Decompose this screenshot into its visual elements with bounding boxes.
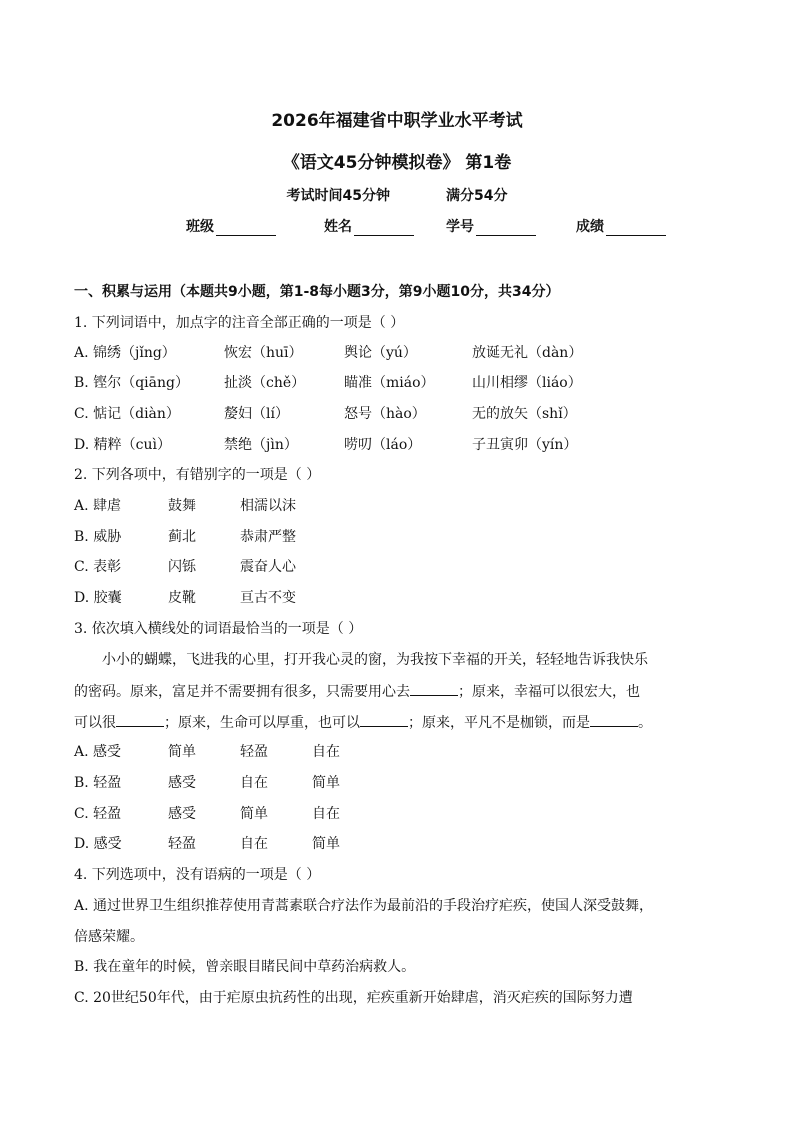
- name-blank[interactable]: [354, 219, 414, 236]
- q1-option-c[interactable]: C. 惦记（diàn） 嫠妇（lí） 怒号（hào） 无的放矢（shǐ）: [74, 406, 577, 422]
- exam-meta: [0, 185, 794, 205]
- q3-passage-line-1: 小小的蝴蝶，飞进我的心里，打开我心灵的窗，为我按下幸福的开关，轻轻地告诉我快乐: [102, 652, 648, 668]
- q3-option-b[interactable]: B. 轻盈 感受 自在 简单: [74, 775, 340, 791]
- student-id-blank[interactable]: [476, 219, 536, 236]
- q4-option-a-continued: 倍感荣耀。: [74, 929, 144, 945]
- q3-option-a[interactable]: A. 感受 简单 轻盈 自在: [74, 744, 340, 760]
- question-3-stem: 3. 依次填入横线处的词语最恰当的一项是（ ）: [74, 621, 363, 637]
- q3-passage-line-3: 可以很 ；原来，生命可以厚重，也可以 ；原来，平凡不是枷锁，而是 。: [74, 712, 726, 733]
- student-id-field[interactable]: 学号: [446, 216, 536, 236]
- question-4-stem: 4. 下列选项中，没有语病的一项是（ ）: [74, 867, 321, 883]
- q3-blank-3: [360, 712, 408, 727]
- q4-option-a[interactable]: A. 通过世界卫生组织推荐使用青蒿素联合疗法作为最前沿的手段治疗疟疾，使国人深受鼓舞，: [74, 898, 654, 914]
- question-1-stem: 1. 下列词语中，加点字的注音全部正确的一项是（ ）: [74, 315, 405, 331]
- q4-option-b[interactable]: B. 我在童年的时候，曾亲眼目睹民间中草药治病救人。: [74, 959, 416, 975]
- class-blank[interactable]: [216, 219, 276, 236]
- q4-option-c[interactable]: C. 20世纪50年代，由于疟原虫抗药性的出现，疟疾重新开始肆虐，消灭疟疾的国际努力遭: [74, 990, 633, 1006]
- q3-option-c[interactable]: C. 轻盈 感受 简单 自在: [74, 806, 340, 822]
- q2-option-b[interactable]: B. 威胁 蓟北 恭肃严整: [74, 529, 296, 545]
- q2-option-c[interactable]: C. 表彰 闪铄 震奋人心: [74, 559, 296, 575]
- question-2-stem: 2. 下列各项中，有错别字的一项是（ ）: [74, 467, 321, 483]
- exam-title: 2026年福建省中职学业水平考试: [271, 111, 523, 131]
- grade-blank[interactable]: [606, 219, 666, 236]
- name-field[interactable]: 姓名: [324, 216, 414, 236]
- q2-option-a[interactable]: A. 肆虐 鼓舞 相濡以沫: [74, 498, 296, 514]
- section-heading: 一、积累与运用（本题共9小题，第1-8每小题3分，第9小题10分，共34分）: [74, 284, 560, 300]
- class-field[interactable]: 班级: [186, 216, 276, 236]
- q3-blank-2: [116, 712, 164, 727]
- q1-option-d[interactable]: D. 精粹（cuì） 禁绝（jìn） 唠叨（láo） 子丑寅卯（yín）: [74, 437, 578, 453]
- grade-field[interactable]: 成绩: [576, 216, 666, 236]
- q1-option-a[interactable]: A. 锦绣（jǐng） 恢宏（huī） 舆论（yú） 放诞无礼（dàn）: [74, 345, 583, 361]
- q1-option-b[interactable]: B. 铿尔（qiāng） 扯淡（chě） 瞄准（miáo） 山川相缪（liáo）: [74, 375, 582, 391]
- exam-subtitle: 《语文45分钟模拟卷》 第1卷: [282, 153, 512, 173]
- q3-blank-4: [590, 712, 638, 727]
- q3-option-d[interactable]: D. 感受 轻盈 自在 简单: [74, 836, 340, 852]
- exam-score: 满分54分: [446, 188, 508, 204]
- q2-option-d[interactable]: D. 胶囊 皮靴 亘古不变: [74, 590, 296, 606]
- q3-passage-line-2: 的密码。原来，富足并不需要拥有很多，只需要用心去 ；原来，幸福可以很宏大，也: [74, 681, 726, 702]
- exam-time: 考试时间45分钟: [286, 188, 390, 204]
- q3-blank-1: [410, 681, 458, 696]
